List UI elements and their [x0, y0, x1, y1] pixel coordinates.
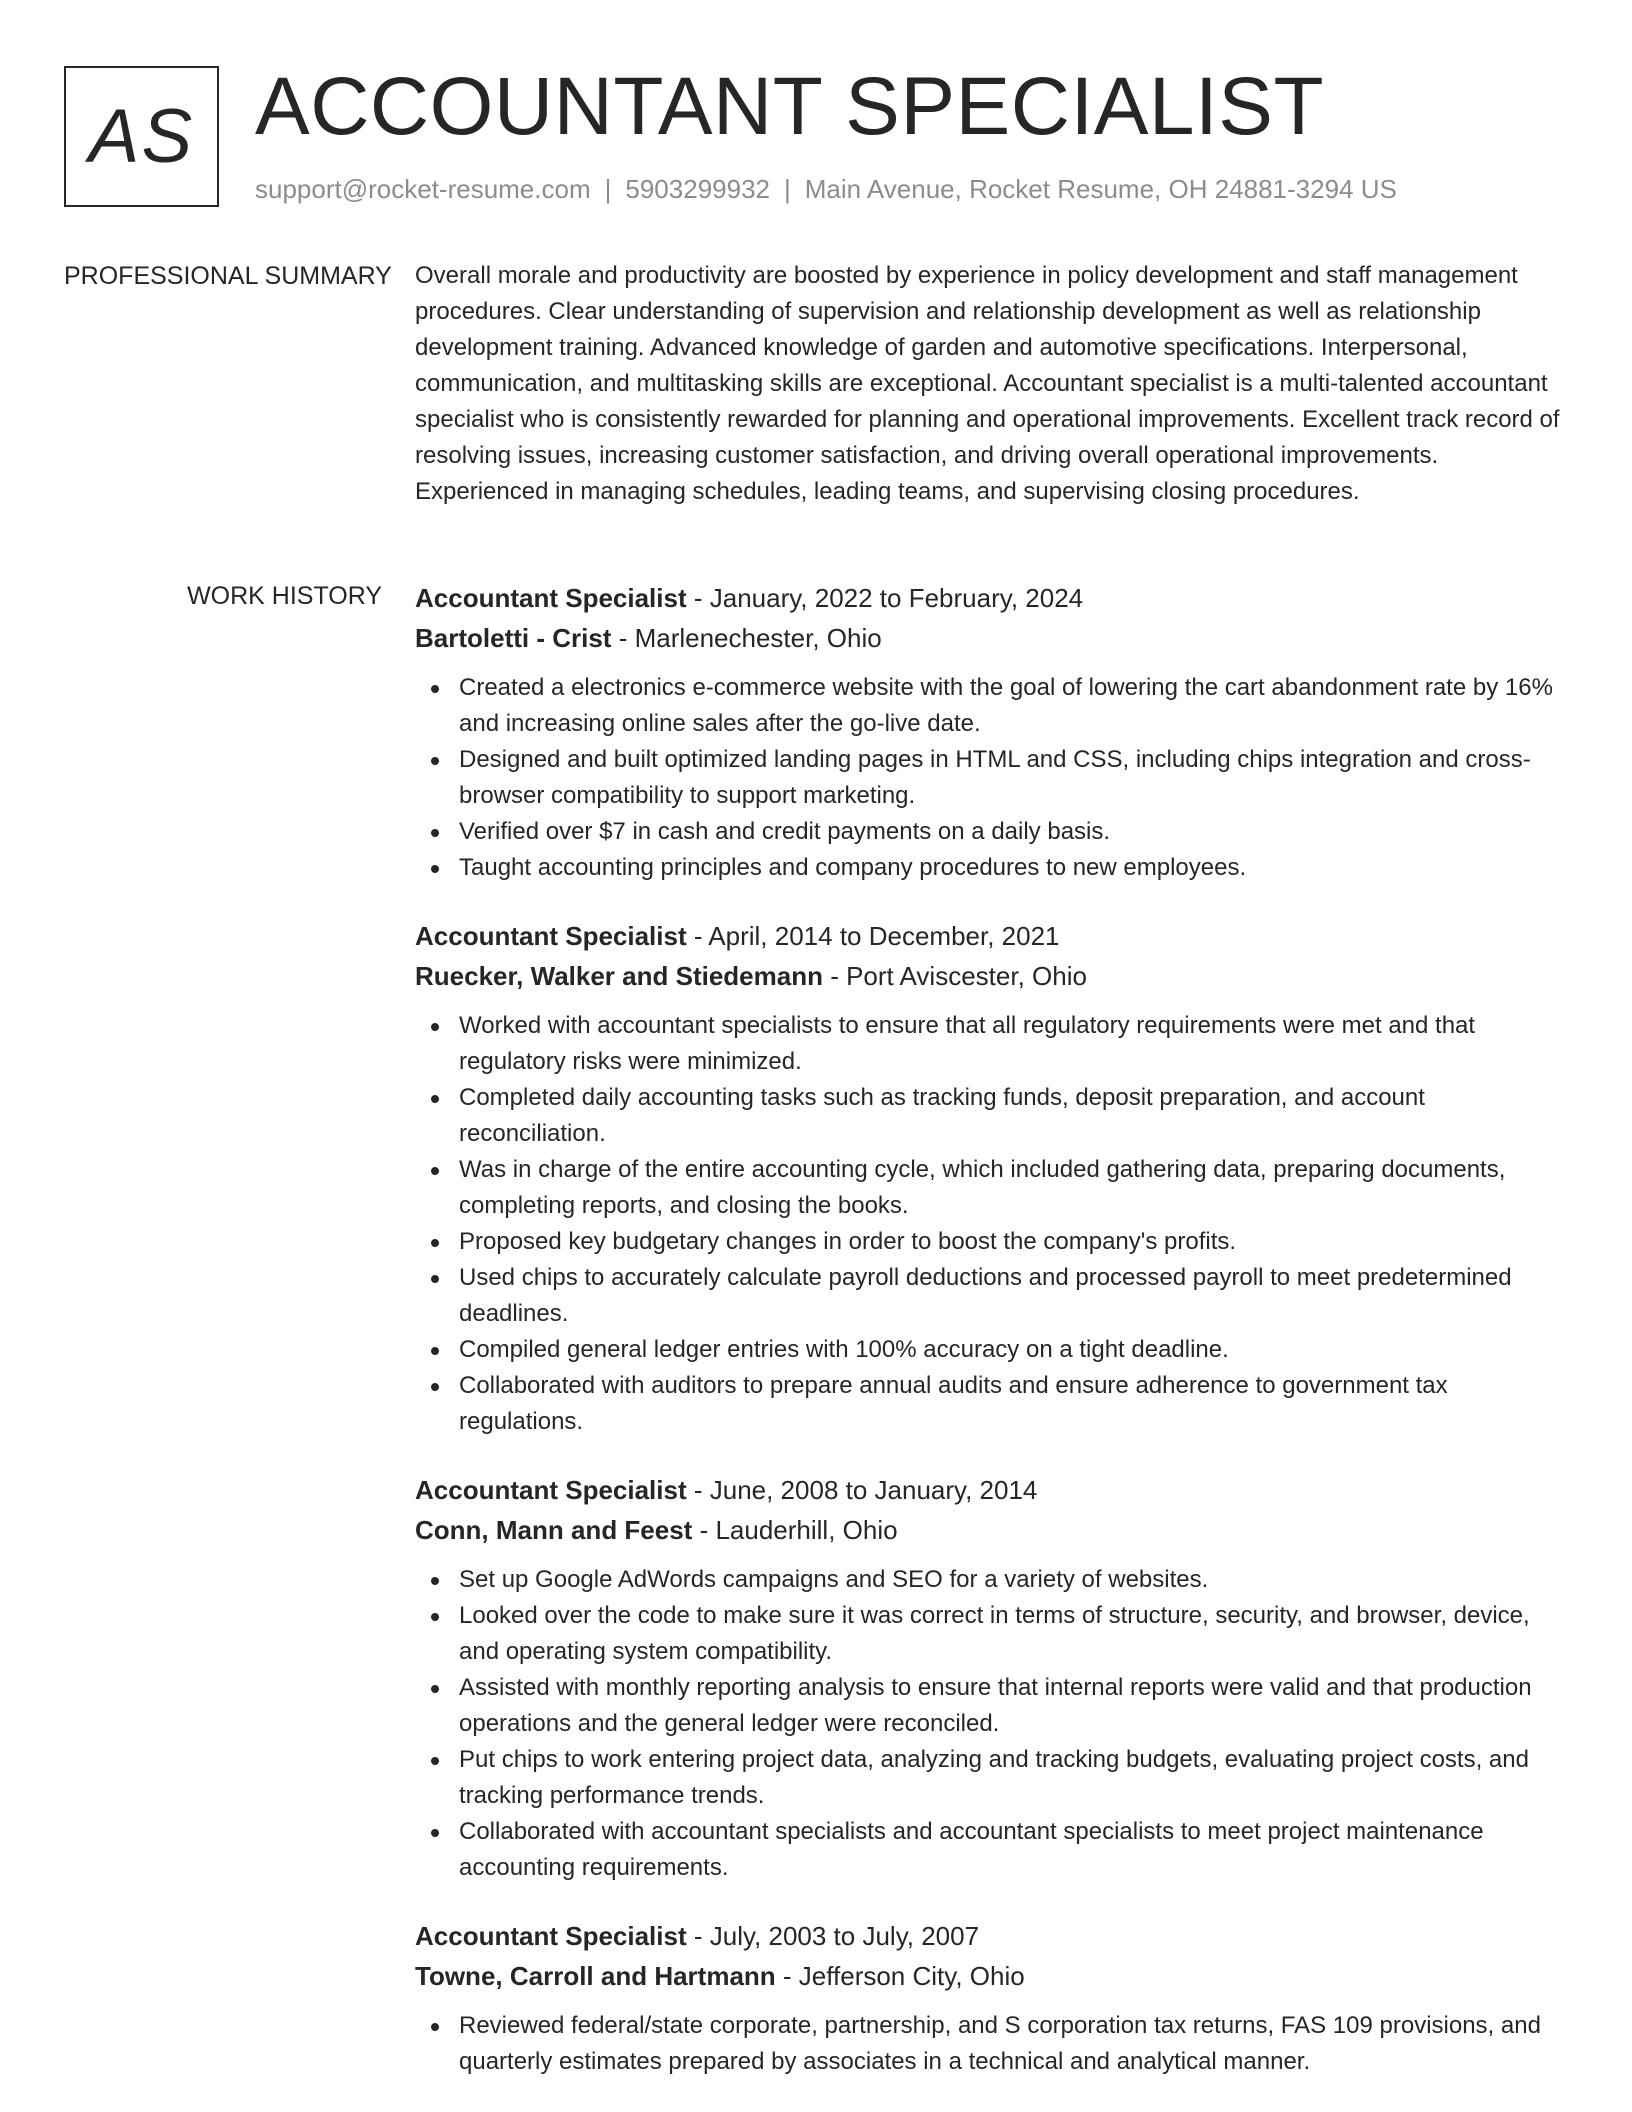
work-history-section [64, 578, 1572, 2110]
job-title-line [415, 1916, 1572, 1956]
resume-header [64, 61, 1572, 211]
summary-body [415, 258, 1572, 510]
monogram-initials: AS [88, 93, 195, 179]
job-location: - Lauderhill, Ohio [692, 1515, 898, 1545]
job-company: Ruecker, Walker and Stiedemann [415, 961, 823, 991]
job-entry [415, 1470, 1572, 1886]
contact-email[interactable]: support@rocket-resume.com [255, 174, 591, 204]
job-entry [415, 916, 1572, 1440]
job-title-line [415, 916, 1572, 956]
summary-heading: PROFESSIONAL SUMMARY [64, 262, 392, 290]
job-location: - Marlenechester, Ohio [611, 623, 882, 653]
job-bullets [415, 670, 1572, 886]
job-entry [415, 578, 1572, 886]
job-bullet: Verified over $7 in cash and credit payments on a daily basis. [459, 814, 1572, 850]
summary-section [64, 258, 1572, 510]
contact-phone[interactable]: 5903299932 [625, 174, 770, 204]
work-history-heading: WORK HISTORY [187, 582, 382, 610]
job-bullet: Collaborated with auditors to prepare annual audits and ensure adherence to government tax regulations. [459, 1368, 1572, 1440]
job-bullet: Completed daily accounting tasks such as tracking funds, deposit preparation, and account reconciliation. [459, 1080, 1572, 1152]
job-bullets [415, 1008, 1572, 1440]
job-bullet: Taught accounting principles and company procedures to new employees. [459, 850, 1572, 886]
contact-address: Main Avenue, Rocket Resume, OH 24881-3294 US [804, 174, 1397, 204]
job-bullet: Worked with accountant specialists to ensure that all regulatory requirements were met and that regulatory risks were minimized. [459, 1008, 1572, 1080]
job-bullet: Compiled general ledger entries with 100% accuracy on a tight deadline. [459, 1332, 1572, 1368]
job-dates: - January, 2022 to February, 2024 [686, 583, 1084, 613]
job-company: Bartoletti - Crist [415, 623, 612, 653]
job-location: - Jefferson City, Ohio [775, 1961, 1025, 1991]
job-bullet: Proposed key budgetary changes in order to boost the company's profits. [459, 1224, 1572, 1260]
job-bullet: Designed and built optimized landing pages in HTML and CSS, including chips integration and cross-browser compatibility to support marketing. [459, 742, 1572, 814]
contact-line [255, 174, 1397, 205]
job-company: Towne, Carroll and Hartmann [415, 1961, 776, 1991]
job-dates: - June, 2008 to January, 2014 [686, 1475, 1038, 1505]
job-bullet: Reviewed federal/state corporate, partnership, and S corporation tax returns, FAS 109 provisions, and quarterly estimates prepared by associates in a technical and analytical manner. [459, 2008, 1572, 2080]
job-title-line [415, 1470, 1572, 1510]
job-bullet: Created a electronics e-commerce website with the goal of lowering the cart abandonment rate by 16% and increasing online sales after the go-live date. [459, 670, 1572, 742]
job-title-line [415, 578, 1572, 618]
work-history-body [415, 578, 1572, 2110]
job-bullet: Was in charge of the entire accounting cycle, which included gathering data, preparing documents, completing reports, and closing the books. [459, 1152, 1572, 1224]
contact-separator: | [604, 174, 612, 204]
job-bullets [415, 1562, 1572, 1886]
job-bullets [415, 2008, 1572, 2080]
monogram-box [64, 66, 219, 207]
job-company: Conn, Mann and Feest [415, 1515, 693, 1545]
job-title: Accountant Specialist [415, 1475, 687, 1505]
contact-separator: | [784, 174, 791, 204]
summary-text: Overall morale and productivity are boosted by experience in policy development and staff management procedures. Clear understanding of supervision and relationship development as well as relationship development training. Advanced knowledge of garden and automotive specifications. Interpersonal, communication, and multitasking skills are exceptional. Accountant specialist is a multi-talented accountant specialist who is consistently rewarded for planning and operational improvements. Excellent track record of resolving issues, increasing customer satisfaction, and driving overall operational improvements. Experienced in managing schedules, leading teams, and supervising closing procedures. [415, 262, 1560, 505]
job-bullet: Assisted with monthly reporting analysis to ensure that internal reports were valid and that production operations and the general ledger were reconciled. [459, 1670, 1572, 1742]
job-bullet: Used chips to accurately calculate payroll deductions and processed payroll to meet predetermined deadlines. [459, 1260, 1572, 1332]
job-company-line [415, 1956, 1572, 1996]
job-bullet: Looked over the code to make sure it was correct in terms of structure, security, and browser, device, and operating system compatibility. [459, 1598, 1572, 1670]
job-bullet: Set up Google AdWords campaigns and SEO for a variety of websites. [459, 1562, 1572, 1598]
job-company-line [415, 956, 1572, 996]
job-title: Accountant Specialist [415, 583, 687, 613]
job-dates: - April, 2014 to December, 2021 [686, 921, 1060, 951]
job-company-line [415, 1510, 1572, 1550]
job-bullet: Put chips to work entering project data, analyzing and tracking budgets, evaluating project costs, and tracking performance trends. [459, 1742, 1572, 1814]
job-bullet: Collaborated with accountant specialists and accountant specialists to meet project maintenance accounting requirements. [459, 1814, 1572, 1886]
resume-name: ACCOUNTANT SPECIALIST [255, 61, 1325, 152]
job-title: Accountant Specialist [415, 921, 687, 951]
job-location: - Port Aviscester, Ohio [822, 961, 1087, 991]
job-company-line [415, 618, 1572, 658]
job-dates: - July, 2003 to July, 2007 [686, 1921, 980, 1951]
job-title: Accountant Specialist [415, 1921, 687, 1951]
job-entry [415, 1916, 1572, 2080]
